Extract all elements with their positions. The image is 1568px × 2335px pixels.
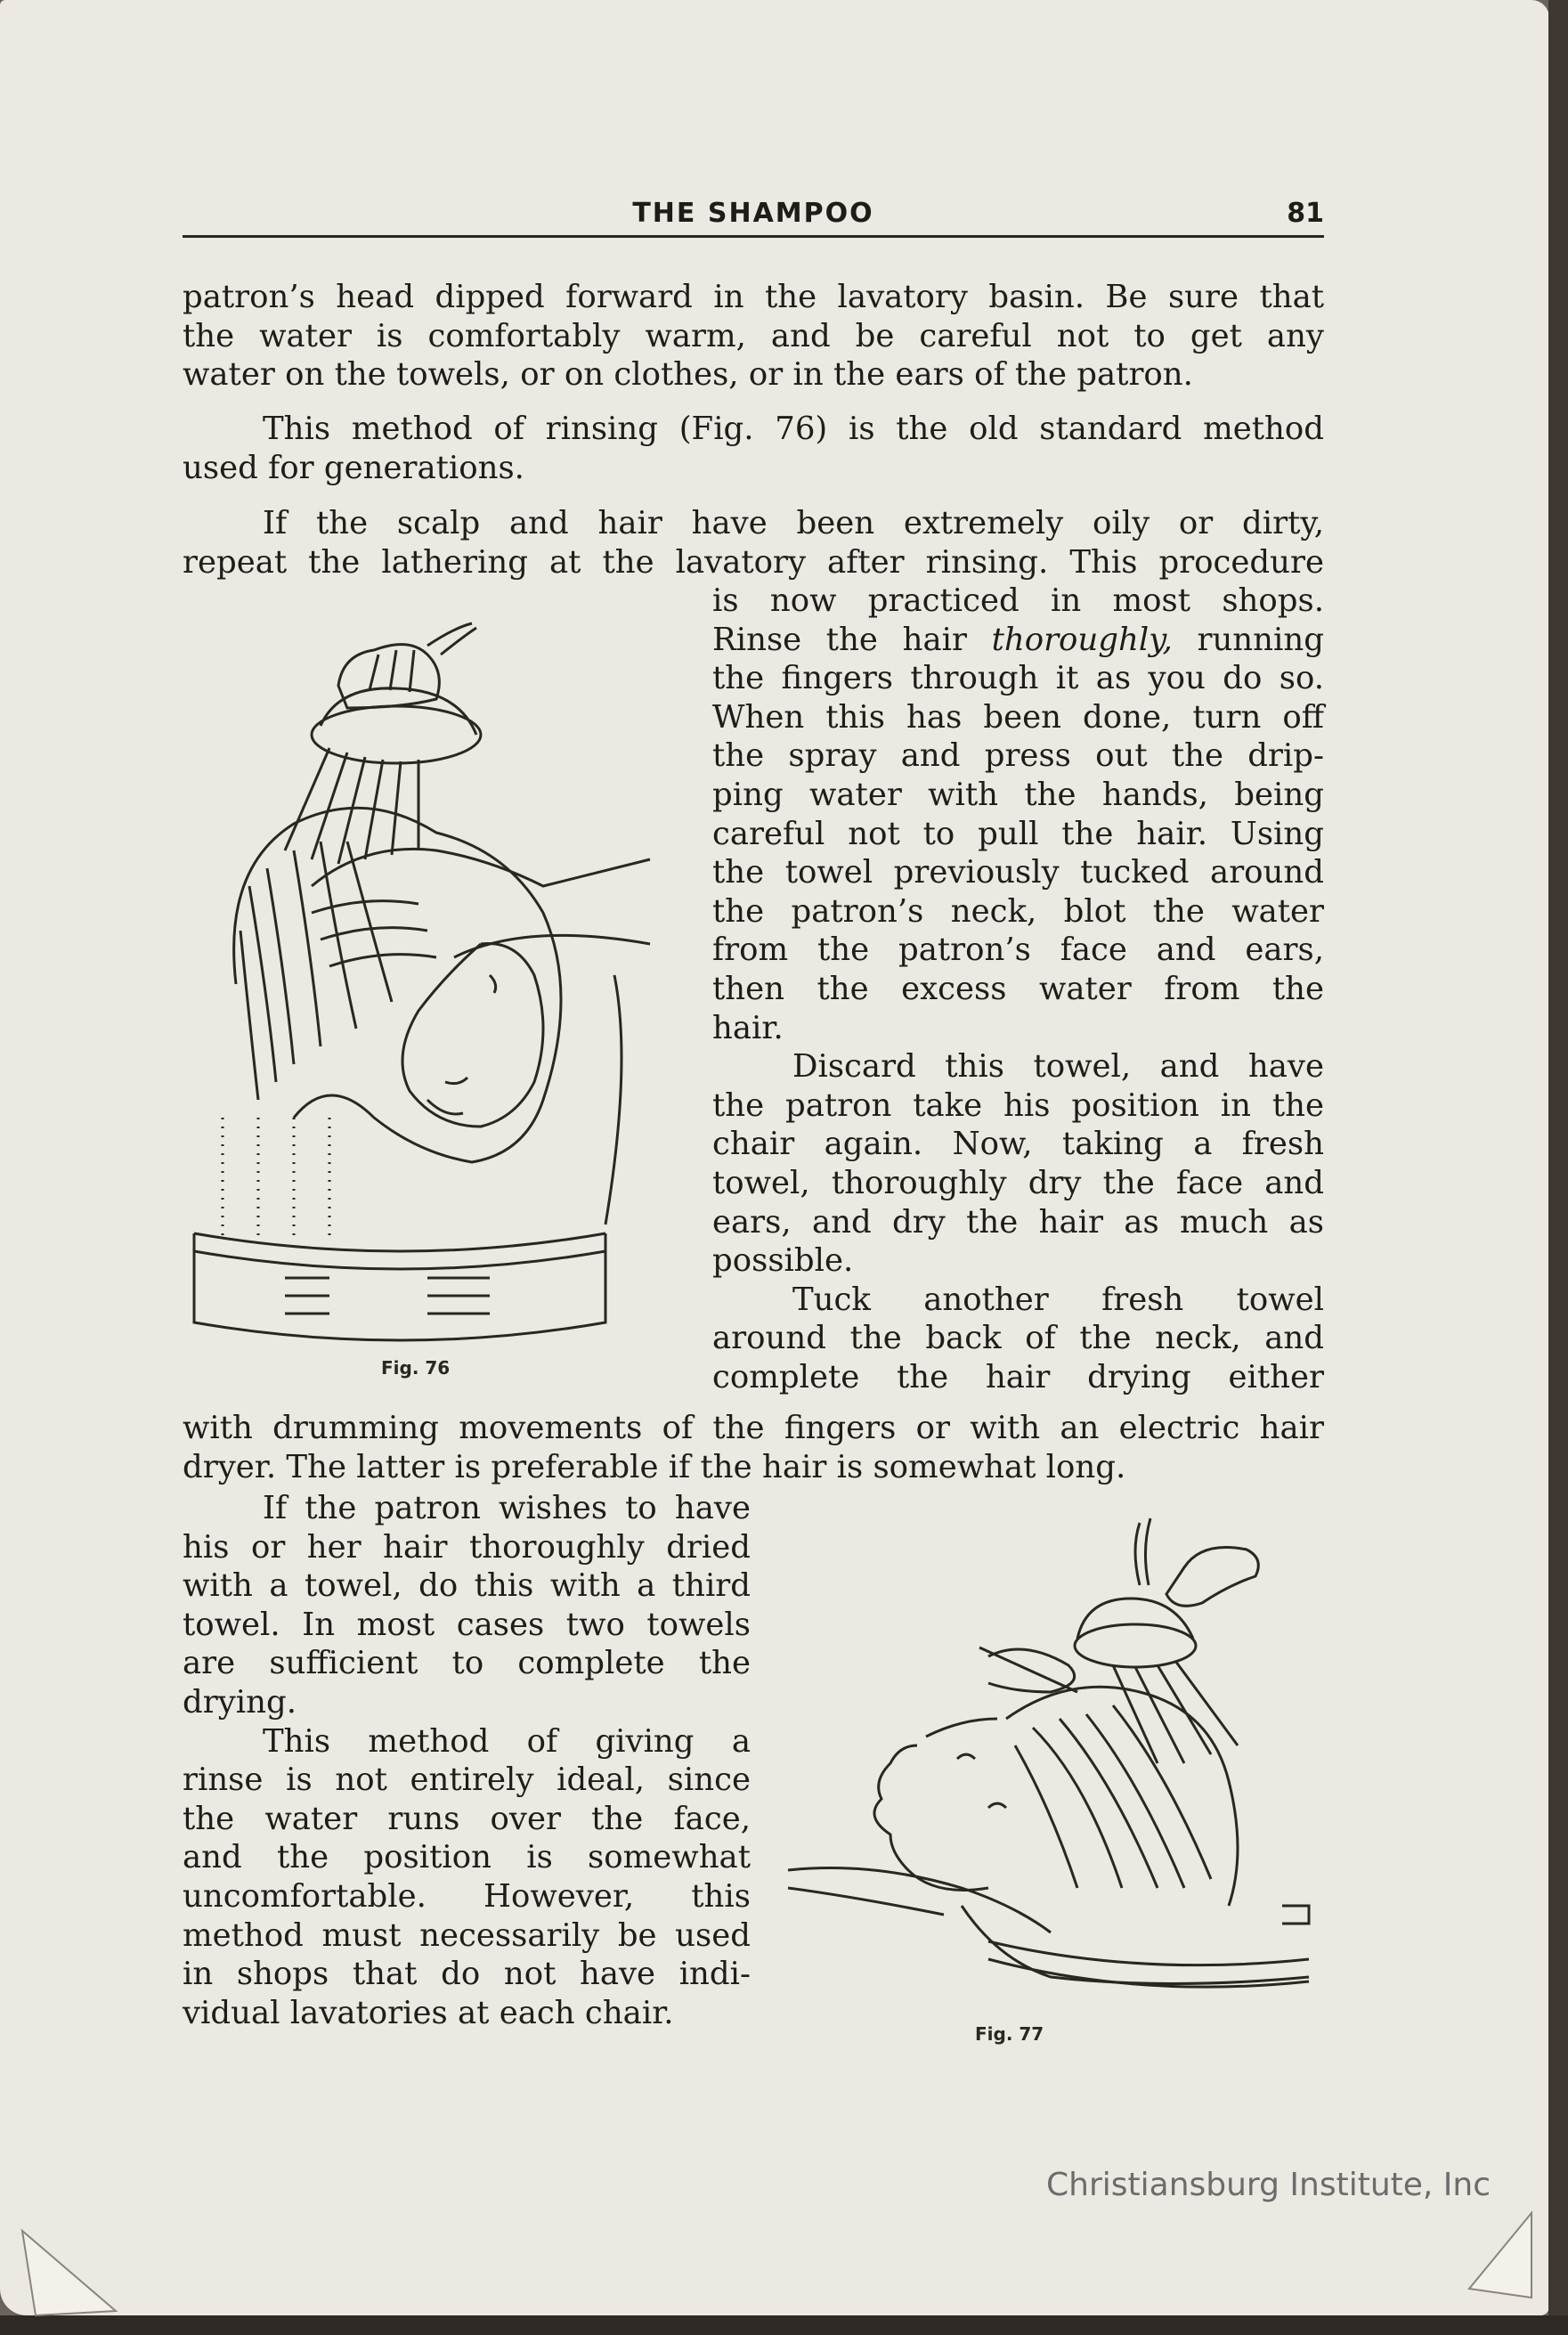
right-column-text: [712, 582, 1324, 1396]
text-line: the water is comfortably warm, and be careful not to get any: [183, 317, 1324, 354]
text-line: possible.: [712, 1242, 854, 1280]
text-line: dryer. The latter is preferable if the hair is somewhat long.: [183, 1448, 1126, 1485]
running-title: THE SHAMPOO: [632, 198, 874, 229]
text-line: and the position is somewhat: [183, 1839, 751, 1876]
text-line: If the patron wishes to have: [263, 1490, 751, 1526]
text-line: hair.: [712, 1009, 784, 1046]
text-line: are sufficient to complete the: [183, 1645, 751, 1682]
text-line: complete the hair drying either: [712, 1358, 1324, 1395]
text-line: method must necessarily be used: [183, 1916, 751, 1954]
text-line: drying.: [183, 1683, 297, 1721]
text-line: the fingers through it as you do so.: [712, 660, 1324, 697]
text-line: ping water with the hands, being: [712, 776, 1324, 813]
text-line: Discard this towel, and have: [792, 1048, 1324, 1086]
page-number: 81: [1287, 198, 1324, 229]
fig-76-illustration: [187, 619, 659, 1349]
text-line: the patron take his position in the: [712, 1086, 1324, 1124]
text-line: towel, thoroughly dry the face and: [712, 1164, 1324, 1201]
paragraph-rinsing: [183, 410, 1324, 487]
text-line: Tuck another fresh towel: [792, 1281, 1324, 1318]
text-line: uncomfortable. However, this: [183, 1877, 751, 1915]
text-line: When this has been done, turn off: [712, 698, 1324, 736]
corner-fold-bottom-left: [18, 2226, 125, 2324]
text-line: careful not to pull the hair. Using: [712, 815, 1324, 852]
text-line: the patron’s neck, blot the water: [712, 892, 1324, 930]
text-line: around the back of the neck, and: [712, 1320, 1324, 1357]
text-line: This method of rinsing (Fig. 76) is the old standard method: [263, 411, 1324, 447]
text-line: chair again. Now, taking a fresh: [712, 1126, 1324, 1163]
text-line: with drumming movements of the fingers or with an electric hair: [183, 1410, 1324, 1446]
text-line: then the excess water from the: [712, 970, 1324, 1007]
text-line: This method of giving a: [263, 1722, 751, 1760]
text-line: towel. In most cases two towels: [183, 1606, 751, 1643]
corner-fold-bottom-right: [1460, 2209, 1540, 2307]
page-bottom-edge: [0, 2315, 1568, 2335]
text-line: in shops that do not have indi-: [183, 1956, 751, 1993]
text-line: used for generations.: [183, 449, 524, 486]
text-line: repeat the lathering at the lavatory after rinsing. This procedure: [183, 543, 1324, 581]
text-line: his or her hair thoroughly dried: [183, 1528, 751, 1566]
fig-77-illustration: [784, 1514, 1318, 2013]
text-line: patron’s head dipped forward in the lavatory basin. Be sure that: [183, 279, 1324, 315]
text-line: the towel previously tucked around: [712, 854, 1324, 891]
book-spine: [1548, 0, 1568, 2335]
text-line: water on the towels, or on clothes, or in the ears of the patron.: [183, 356, 1193, 394]
text-line: ears, and dry the hair as much as: [712, 1203, 1324, 1241]
text-line: Rinse the hair thoroughly, running: [712, 621, 1324, 658]
text-line: rinse is not entirely ideal, since: [183, 1761, 751, 1799]
text-line: the spray and press out the drip-: [712, 737, 1324, 775]
paragraph-oily: [183, 504, 1324, 582]
left-column-text: [183, 1489, 751, 2032]
text-line: from the patron’s face and ears,: [712, 932, 1324, 969]
paragraph-drying: [183, 1409, 1324, 1486]
text-line: is now practiced in most shops.: [712, 582, 1324, 619]
watermark: Christiansburg Institute, Inc: [1046, 2167, 1491, 2203]
text-line: the water runs over the face,: [183, 1800, 751, 1837]
running-header: [183, 198, 1324, 238]
text-line: vidual lavatories at each chair.: [183, 1994, 674, 2031]
text-line: with a towel, do this with a third: [183, 1567, 751, 1605]
paragraph-continued: [183, 278, 1324, 395]
text-line: If the scalp and hair have been extremely oily or dirty,: [263, 505, 1324, 541]
fig-76-caption: Fig. 76: [381, 1357, 451, 1379]
fig-77-caption: Fig. 77: [975, 2023, 1044, 2045]
